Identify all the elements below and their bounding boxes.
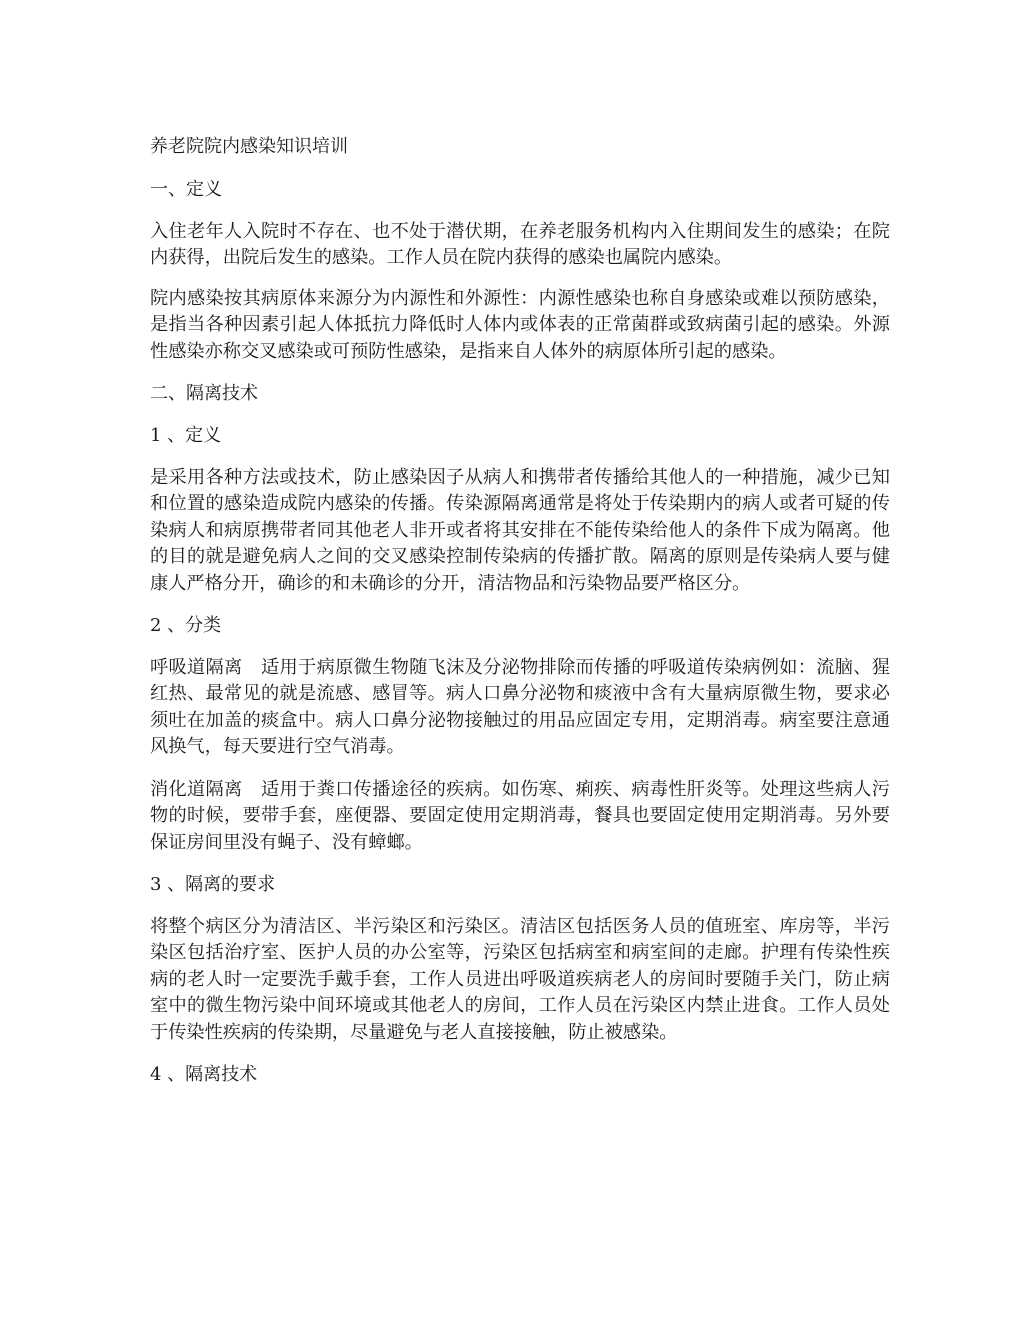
section-1-paragraph-2: 院内感染按其病原体来源分为内源性和外源性：内源性感染也称自身感染或难以预防感染，是指当各种因素引起人体抵抗力降低时人体内或体表的正常菌群或致病菌引起的感染。外源性感染亦称交叉感染或可预防性感染，是指来自人体外的病原体所引起的感染。 (150, 287, 890, 362)
section-2-heading: 二、隔离技术 (150, 383, 258, 405)
subsection-3-heading: 3 、隔离的要求 (150, 873, 276, 895)
digestive-isolation-paragraph: 消化道隔离 适用于粪口传播途径的疾病。如伤寒、痢疾、病毒性肝炎等。处理这些病人污物的时候，要带手套，座便器、要固定使用定期消毒，餐具也要固定使用定期消毒。另外要保证房间里没有蝇子、没有蟑螂。 (150, 778, 890, 853)
document-title: 养老院院内感染知识培训 (150, 136, 348, 157)
subsection-1-heading: 1 、定义 (150, 425, 222, 447)
subsection-2-heading: 2 、分类 (150, 615, 222, 637)
section-1-paragraph-1: 入住老年人入院时不存在、也不处于潜伏期，在养老服务机构内入住期间发生的感染；在院内获得，出院后发生的感染。工作人员在院内获得的感染也属院内感染。 (150, 221, 890, 269)
respiratory-isolation-paragraph: 呼吸道隔离 适用于病原微生物随飞沫及分泌物排除而传播的呼吸道传染病例如：流脑、猩红热、最常见的就是流感、感冒等。病人口鼻分泌物和痰液中含有大量病原微生物，要求必须吐在加盖的痰盒中。病人口鼻分泌物接触过的用品应固定专用，定期消毒。病室要注意通风换气，每天要进行空气消毒。 (150, 657, 890, 758)
subsection-1-paragraph: 是采用各种方法或技术，防止感染因子从病人和携带者传播给其他人的一种措施，减少已知和位置的感染造成院内感染的传播。传染源隔离通常是将处于传染期内的病人或者可疑的传染病人和病原携带者同其他老人非开或者将其安排在不能传染给他人的条件下成为隔离。他的目的就是避免病人之间的交叉感染控制传染病的传播扩散。隔离的原则是传染病人要与健康人严格分开，确诊的和未确诊的分开，清洁物品和污染物品要严格区分。 (150, 467, 890, 594)
subsection-3-paragraph: 将整个病区分为清洁区、半污染区和污染区。清洁区包括医务人员的值班室、库房等，半污染区包括治疗室、医护人员的办公室等，污染区包括病室和病室间的走廊。护理有传染性疾病的老人时一定要洗手戴手套，工作人员进出呼吸道疾病老人的房间时要随手关门，防止病室中的微生物污染中间环境或其他老人的房间，工作人员在污染区内禁止进食。工作人员处于传染性疾病的传染期，尽量避免与老人直接接触，防止被感染。 (150, 915, 890, 1043)
subsection-4-heading: 4 、隔离技术 (150, 1063, 258, 1085)
section-1-heading: 一、定义 (150, 179, 222, 200)
document-content (150, 134, 890, 1104)
